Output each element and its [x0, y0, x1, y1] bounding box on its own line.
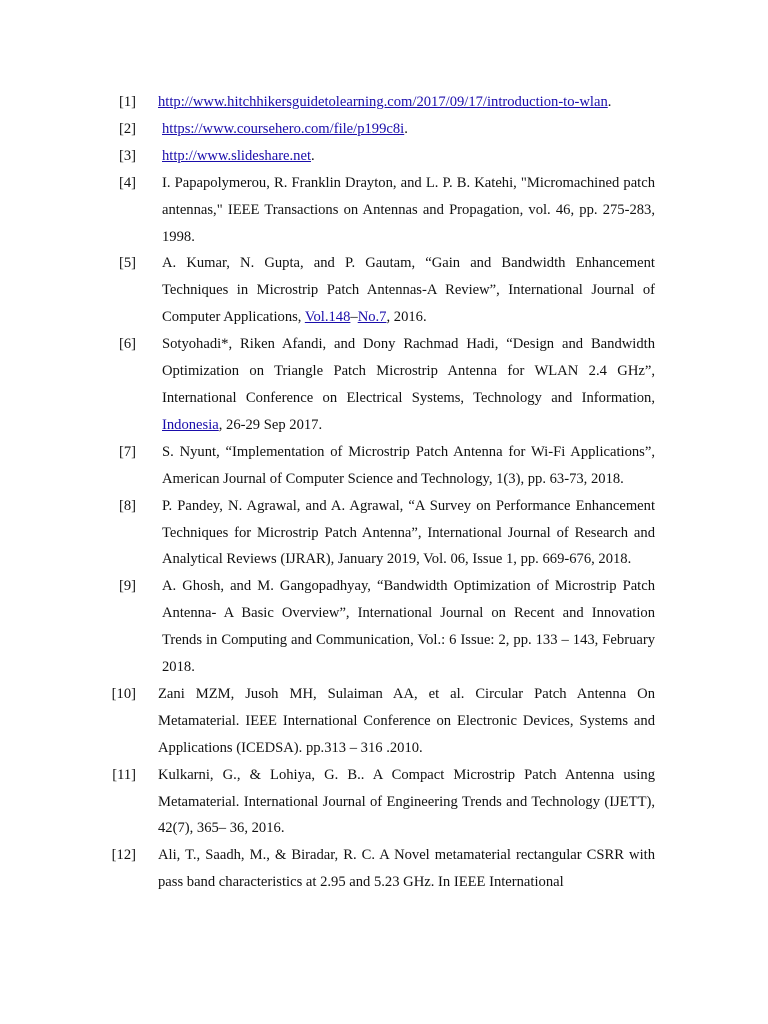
reference-text: Kulkarni, G., & Lohiya, G. B.. A Compact Microstrip Patch Antenna using Metamaterial. International Journal of Engineering Trends and Technology (IJETT), 42(7), 365– 36, 2016.: [158, 766, 655, 837]
reference-punct: .: [404, 120, 408, 137]
reference-list: [104, 89, 655, 896]
reference-number: [11]: [112, 766, 136, 783]
reference-text-end: , 26-29 Sep 2017.: [218, 416, 323, 433]
reference-text: A. Ghosh, and M. Gangopadhyay, “Bandwidth Optimization of Microstrip Patch Antenna- A Basic Overview”, International Journal on Recent and Innovation Trends in Computing and Communication, Vol.: 6 Issue: 2, pp. 133 – 143, February 2018.: [162, 578, 655, 676]
reference-text: Sotyohadi*, Riken Afandi, and Dony Rachmad Hadi, “Design and Bandwidth Optimization on Triangle Patch Microstrip Antenna for WLAN 2.4 GHz”, International Conference on Electrical Systems, Technology and Information,: [162, 336, 655, 406]
reference-link-wlan[interactable]: http://www.hitchhikersguidetolearning.com/2017/09/17/introduction-to-wlan: [158, 94, 608, 110]
reference-punct: .: [607, 94, 612, 110]
reference-text: Ali, T., Saadh, M., & Biradar, R. C. A Novel metamaterial rectangular CSRR with pass band characteristics at 2.95 and 5.23 GHz. In IEEE International: [158, 847, 655, 891]
reference-item-11: [104, 762, 655, 843]
reference-item-8: [104, 493, 655, 574]
reference-link-number[interactable]: No.7: [357, 309, 387, 326]
reference-link-slideshare[interactable]: http://www.slideshare.net: [162, 147, 312, 164]
reference-punct: .: [311, 147, 315, 164]
reference-item-7: [104, 439, 655, 493]
reference-text: A. Kumar, N. Gupta, and P. Gautam, “Gain and Bandwidth Enhancement Techniques in Microstrip Patch Antennas-A Review”, International Journal of Computer Applications,: [162, 255, 655, 326]
reference-item-9: [104, 573, 655, 681]
reference-item-6: [104, 331, 655, 439]
reference-item-3: [104, 143, 655, 170]
reference-number: [6]: [118, 336, 136, 353]
reference-text-end: , 2016.: [386, 309, 427, 326]
reference-text: Zani MZM, Jusoh MH, Sulaiman AA, et al. Circular Patch Antenna On Metamaterial. IEEE International Conference on Electronic Devices, Systems and Applications (ICEDSA). pp.313 – 316 .2010.: [158, 685, 655, 756]
reference-number: [1]: [118, 94, 136, 110]
reference-text: P. Pandey, N. Agrawal, and A. Agrawal, “A Survey on Performance Enhancement Techniques for Microstrip Patch Antenna”, International Journal of Research and Analytical Reviews (IJRAR), January 2019, Vol. 06, Issue 1, pp. 669-676, 2018.: [162, 497, 655, 568]
reference-separator: –: [350, 309, 358, 326]
reference-number: [5]: [118, 255, 136, 272]
reference-link-coursehero[interactable]: https://www.coursehero.com/file/p199c8i: [162, 120, 405, 137]
reference-text: I. Papapolymerou, R. Franklin Drayton, and L. P. B. Katehi, "Micromachined patch antennas," IEEE Transactions on Antennas and Propagation, vol. 46, pp. 275-283, 1998.: [162, 174, 655, 245]
reference-number: [2]: [118, 120, 136, 137]
reference-number: [12]: [111, 847, 136, 864]
reference-number: [4]: [118, 174, 136, 191]
reference-number: [8]: [118, 497, 136, 514]
reference-number: [9]: [118, 578, 136, 595]
reference-text: S. Nyunt, “Implementation of Microstrip Patch Antenna for Wi-Fi Applications”, American Journal of Computer Science and Technology, 1(3), pp. 63-73, 2018.: [162, 443, 655, 487]
reference-item-4: [104, 170, 655, 251]
reference-number: [3]: [118, 147, 136, 164]
reference-item-12: [104, 842, 655, 896]
reference-item-10: [104, 681, 655, 762]
reference-link-volume[interactable]: Vol.148: [304, 309, 351, 326]
reference-number: [10]: [111, 685, 136, 702]
reference-item-5: [104, 250, 655, 331]
reference-item-1: [104, 89, 655, 116]
reference-link-indonesia[interactable]: Indonesia: [162, 416, 219, 433]
reference-item-2: [104, 116, 655, 143]
reference-number: [7]: [118, 443, 136, 460]
